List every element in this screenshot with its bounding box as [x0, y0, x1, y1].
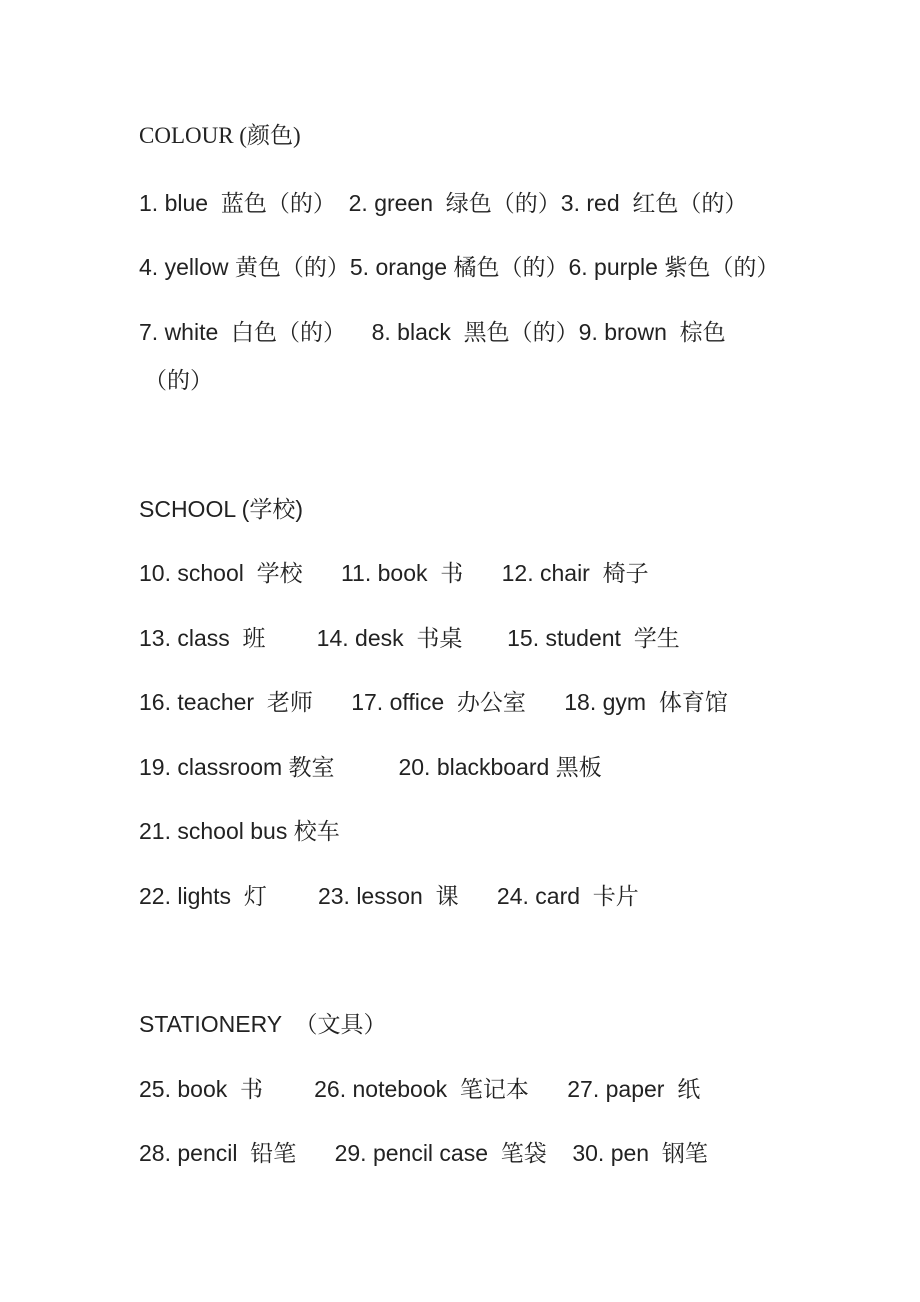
school-line-4: 19. classroom 教室 20. blackboard 黑板	[139, 754, 602, 780]
school-line-3: 16. teacher 老师 17. office 办公室 18. gym 体育馆	[139, 689, 728, 715]
section-heading-stationery: STATIONERY （文具）	[139, 1011, 387, 1037]
section-heading-school: SCHOOL (学校)	[139, 496, 303, 522]
school-line-5: 21. school bus 校车	[139, 818, 340, 844]
section-heading-colour: COLOUR (颜色)	[139, 123, 301, 148]
school-line-2: 13. class 班 14. desk 书桌 15. student 学生	[139, 625, 680, 651]
colour-line-4: （的）	[144, 367, 213, 393]
school-line-6: 22. lights 灯 23. lesson 课 24. card 卡片	[139, 883, 639, 909]
colour-line-1: 1. blue 蓝色（的） 2. green 绿色（的）3. red 红色（的）	[139, 190, 748, 216]
colour-line-3: 7. white 白色（的） 8. black 黑色（的）9. brown 棕色	[139, 319, 726, 345]
school-line-1: 10. school 学校 11. book 书 12. chair 椅子	[139, 560, 649, 586]
stationery-line-1: 25. book 书 26. notebook 笔记本 27. paper 纸	[139, 1076, 701, 1102]
colour-line-2: 4. yellow 黄色（的）5. orange 橘色（的）6. purple 紫色（的）	[139, 254, 780, 280]
stationery-line-2: 28. pencil 铅笔 29. pencil case 笔袋 30. pen 钢笔	[139, 1140, 708, 1166]
